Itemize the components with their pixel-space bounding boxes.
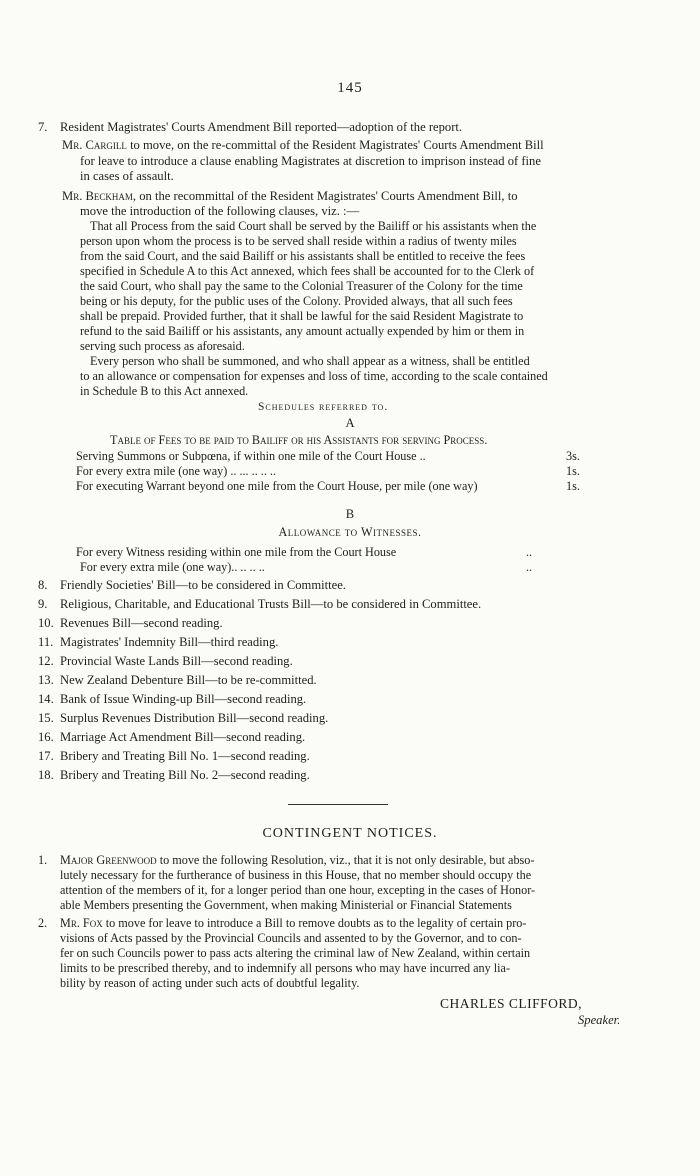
item-text: Friendly Societies' Bill—to be considered in Committee. (60, 578, 346, 592)
list-item (38, 616, 223, 631)
item-text: Bribery and Treating Bill No. 1—second reading. (60, 749, 310, 763)
member-name: Mr. Fox (60, 916, 103, 930)
section-divider (288, 804, 388, 805)
notice-number: 1. (38, 853, 48, 867)
schedule-a-title-text: Table of Fees to be paid to Bailiff or his Assistants for serving Process. (110, 433, 488, 447)
schedule-a-label: A (345, 416, 355, 430)
notice-number: 2. (38, 916, 48, 930)
allowance-row-amount: .. (526, 545, 533, 559)
item-text: Revenues Bill—second reading. (60, 616, 223, 630)
list-item (38, 673, 317, 688)
fee-row-text: For every extra mile (one way) .. ... .. .. .. (76, 464, 277, 478)
fee-row-text: For executing Warrant beyond one mile from the Court House, per mile (one way) (76, 479, 478, 493)
item-text: Provincial Waste Lands Bill—second reading. (60, 654, 293, 668)
notice-1-line: able Members presenting the Government, when making Ministerial or Financial Statements (60, 898, 512, 912)
fee-row-amount: 1s. (566, 464, 580, 478)
allowance-row-text: For every extra mile (one way).. .. .. .. (80, 560, 265, 574)
item-number: 13. (38, 673, 54, 687)
list-item (38, 635, 278, 650)
page-number: 145 (337, 80, 363, 96)
notice-2-line (38, 916, 526, 931)
list-item (38, 597, 481, 612)
clause-2-line: in Schedule B to this Act annexed. (80, 384, 249, 398)
cargill-motion-line-1 (62, 138, 544, 153)
list-item (38, 578, 346, 593)
list-item (38, 730, 305, 745)
list-item (38, 654, 293, 669)
notice-1-line: attention of the members of it, for a longer period than one hour, excepting in the cases of Honor- (60, 883, 536, 897)
item-text: Bribery and Treating Bill No. 2—second reading. (60, 768, 310, 782)
allowance-row-amount: .. (526, 560, 533, 574)
item-number: 15. (38, 711, 54, 725)
schedule-b-label: B (345, 507, 355, 521)
item-text: Surplus Revenues Distribution Bill—second reading. (60, 711, 329, 725)
list-item (38, 768, 310, 783)
cargill-motion-line-3: in cases of assault. (80, 169, 174, 183)
clause-1-line: the said Court, who shall pay the same to the Colonial Treasurer of the Colony for the time (80, 279, 523, 293)
item-number: 7. (38, 120, 48, 134)
speaker-signature: CHARLES CLIFFORD, (440, 996, 583, 1011)
item-text: New Zealand Debenture Bill—to be re-committed. (60, 673, 317, 687)
item-text: Bank of Issue Winding-up Bill—second reading. (60, 692, 307, 706)
clause-1-line: person upon whom the process is to be served shall reside within a radius of twenty miles (80, 234, 517, 248)
list-item (38, 692, 306, 707)
notice-2-line: visions of Acts passed by the Provincial Councils and assented to by the Governor, and to con- (60, 931, 522, 945)
clause-2-line: to an allowance or compensation for expenses and loss of time, according to the scale contained (80, 369, 548, 383)
item-number: 11. (38, 635, 54, 649)
motion-text: to move, on the re-committal of the Resident Magistrates' Courts Amendment Bill (130, 138, 544, 152)
notice-2-line: bility by reason of acting under such acts of doubtful legality. (60, 976, 360, 990)
schedules-heading: Schedules referred to. (258, 401, 389, 413)
clause-1-line: being or his deputy, for the public uses of the Colony. Provided always, that all such fees (80, 294, 513, 308)
member-name: Mr. Cargill (62, 138, 127, 152)
notice-2-line: fer on such Councils power to pass acts altering the criminal law of New Zealand, within certain (60, 946, 531, 960)
item-number: 9. (38, 597, 48, 611)
item-number: 14. (38, 692, 54, 706)
beckham-motion-line-2: move the introduction of the following clauses, viz. :— (80, 204, 360, 218)
clause-1-line: That all Process from the said Court shall be served by the Bailiff or his assistants when the (90, 219, 537, 233)
item-number: 18. (38, 768, 54, 782)
clause-1-line: specified in Schedule A to this Act annexed, which fees shall be accounted for to the Clerk of (80, 264, 535, 278)
motion-text: on the recommittal of the Resident Magistrates' Courts Amendment Bill, to (139, 189, 518, 203)
beckham-motion-line-1 (62, 189, 518, 204)
clause-2-line: Every person who shall be summoned, and who shall appear as a witness, shall be entitled (90, 354, 530, 368)
item-number: 8. (38, 578, 48, 592)
speaker-title: Speaker. (578, 1013, 621, 1027)
cargill-motion-line-2: for leave to introduce a clause enabling Magistrates at discretion to imprison instead of fine (80, 154, 541, 168)
list-item (38, 749, 310, 764)
clause-1-line: from the said Court, and the said Bailiff or his assistants shall be entitled to receive the fees (80, 249, 526, 263)
allowance-row-text: For every Witness residing within one mile from the Court House (76, 545, 397, 559)
contingent-notices-title: CONTINGENT NOTICES. (262, 826, 438, 841)
item-text: Marriage Act Amendment Bill—second reading. (60, 730, 306, 744)
list-item (38, 711, 328, 726)
item-text: Magistrates' Indemnity Bill—third reading. (60, 635, 279, 649)
list-item (38, 120, 462, 135)
item-text: Religious, Charitable, and Educational Trusts Bill—to be considered in Committee. (60, 597, 482, 611)
notice-2-line: limits to be prescribed thereby, and to indemnify all persons who may have incurred any lia- (60, 961, 511, 975)
fee-row-text: Serving Summons or Subpœna, if within one mile of the Court House .. (76, 449, 426, 463)
item-number: 12. (38, 654, 54, 668)
item-text: Resident Magistrates' Courts Amendment Bill reported—adoption of the report. (60, 120, 463, 134)
notice-1-line: lutely necessary for the furtherance of business in this House, that no member should occupy the (60, 868, 532, 882)
notice-text: to move the following Resolution, viz., that it is not only desirable, but abso- (159, 853, 535, 867)
notice-1-line (38, 853, 534, 868)
fee-row-amount: 1s. (566, 479, 580, 493)
schedule-a-title (110, 433, 487, 448)
member-name: Major Greenwood (60, 853, 157, 867)
clause-1-line: serving such process as aforesaid. (80, 339, 245, 353)
member-name: Mr. Beckham, (62, 189, 137, 203)
item-number: 17. (38, 749, 54, 763)
notice-text: to move for leave to introduce a Bill to remove doubts as to the legality of certain pro- (105, 916, 527, 930)
fee-row-amount: 3s. (566, 449, 580, 463)
item-number: 10. (38, 616, 54, 630)
schedule-b-title: Allowance to Witnesses. (278, 525, 422, 539)
clause-1-line: shall be prepaid. Provided further, that it shall be lawful for the said Resident Magistrate to (80, 309, 524, 323)
item-number: 16. (38, 730, 54, 744)
clause-1-line: refund to the said Bailiff or his assistants, any amount actually expended by him or them in (80, 324, 525, 338)
